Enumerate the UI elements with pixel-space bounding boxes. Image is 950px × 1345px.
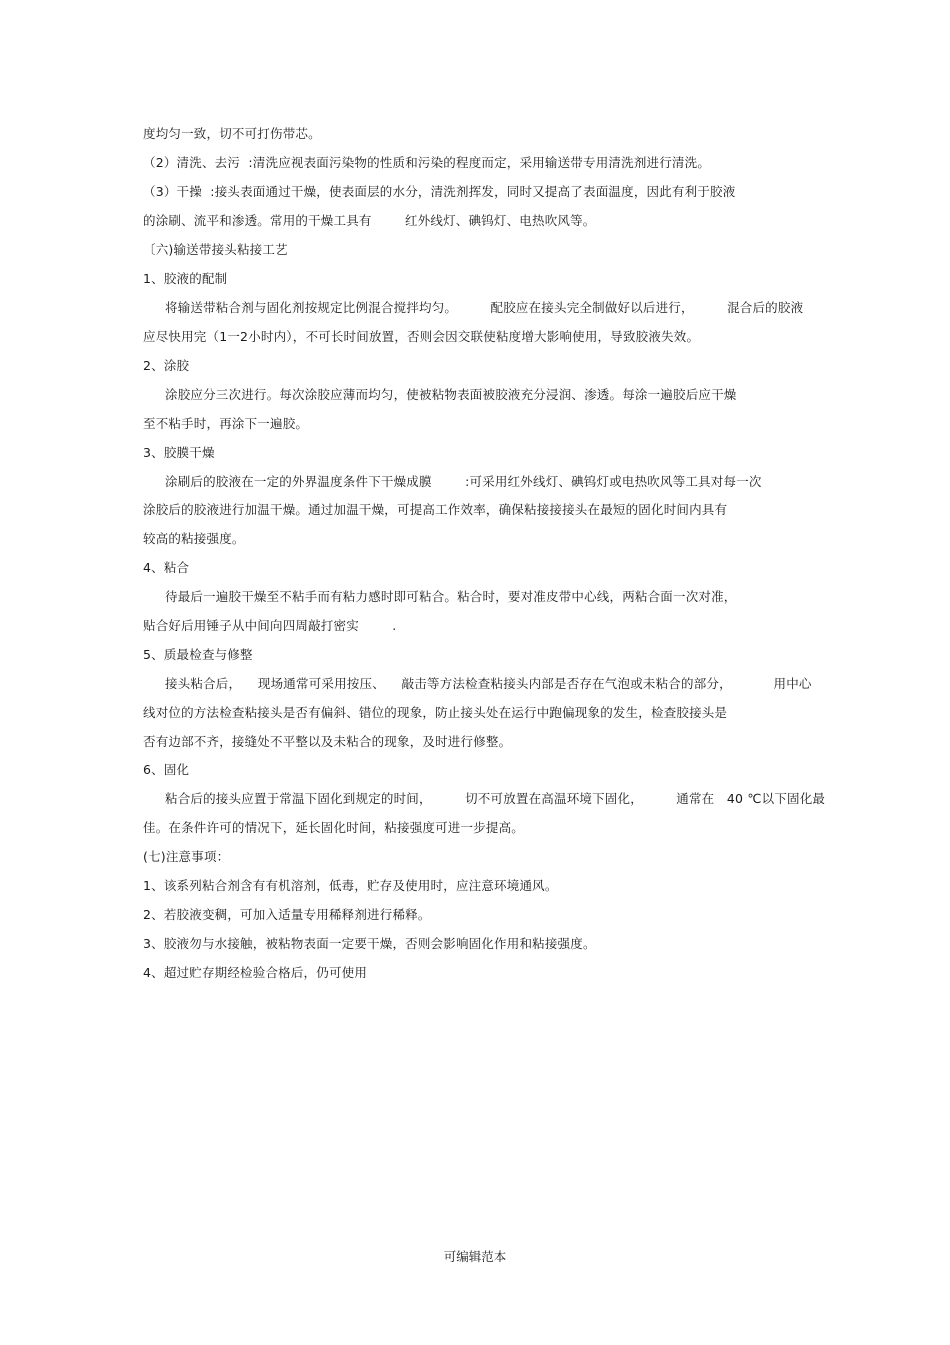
text-line-10: 涂胶应分三次进行。每次涂胶应薄而均匀，使被粘物表面被胶液充分浸润、渗透。每涂一遍胶后应干燥 (165, 387, 737, 402)
text-line-13: 涂刷后的胶液在一定的外界温度条件下干燥成膜 :可采用红外线灯、碘钨灯或电热吹风等工具对每一次 (165, 474, 762, 489)
text-line-8: 应尽快用完（1一2小时内），不可长时间放置，否则会因交联使粘度增大影响使用，导致胶液失效。 (143, 329, 700, 344)
notice-item-1: 1、该系列粘合剂含有有机溶剂，低毒，贮存及使用时，应注意环境通风。 (143, 878, 558, 893)
text-line-24: 粘合后的接头应置于常温下固化到规定的时间， 切不可放置在高温环境下固化， 通常在 40 ℃以下固化最 (165, 791, 826, 806)
section-heading-6: 〔六)输送带接头粘接工艺 (143, 242, 288, 257)
text-line-4: 的涂刷、流平和渗透。常用的干燥工具有 红外线灯、碘钨灯、电热吹风等。 (143, 213, 596, 228)
subsection-heading-2: 2、涂胶 (143, 358, 190, 373)
text-line-20: 接头粘合后， 现场通常可采用按压、 敲击等方法检查粘接头内部是否存在气泡或未粘合的部分， 用中心 (165, 676, 812, 691)
notice-item-4: 4、超过贮存期经检验合格后，仍可使用 (143, 965, 368, 980)
subsection-heading-6: 6、固化 (143, 762, 190, 777)
subsection-heading-4: 4、粘合 (143, 560, 190, 575)
text-line-7: 将输送带粘合剂与固化剂按规定比例混合搅拌均匀。 配胶应在接头完全制做好以后进行， 混合后的胶液 (165, 300, 804, 315)
subsection-heading-1: 1、胶液的配制 (143, 271, 228, 286)
text-line-17: 待最后一遍胶干燥至不粘手而有粘力感时即可粘合。粘合时，要对准皮带中心线，两粘合面一次对准， (165, 589, 737, 604)
page-footer: 可编辑范本 (443, 1249, 507, 1264)
notice-item-3: 3、胶液勿与水接触，被粘物表面一定要干燥，否则会影响固化作用和粘接强度。 (143, 936, 596, 951)
section-heading-7: (七)注意事项： (143, 849, 230, 864)
text-line-11: 至不粘手时，再涂下一遍胶。 (143, 416, 309, 431)
text-line-15: 较高的粘接强度。 (143, 531, 245, 546)
subsection-heading-3: 3、胶膜干燥 (143, 445, 215, 460)
subsection-heading-5: 5、质最检查与修整 (143, 647, 253, 662)
notice-item-2: 2、若胶液变稠，可加入适量专用稀释剂进行稀释。 (143, 907, 431, 922)
text-line-14: 涂胶后的胶液进行加温干燥。通过加温干燥，可提高工作效率，确保粘接接接头在最短的固化时间内具有 (143, 502, 728, 517)
text-line-2: （2）清洗、去污 :清洗应视表面污染物的性质和污染的程度而定，采用输送带专用清洗剂进行清洗。 (143, 155, 711, 170)
text-line-18: 贴合好后用锤子从中间向四周敲打密实 . (143, 618, 397, 633)
text-line-21: 线对位的方法检查粘接头是否有偏斜、错位的现象，防止接头处在运行中跑偏现象的发生，检查胶接头是 (143, 705, 728, 720)
text-line-3: （3）干操 :接头表面通过干燥，使表面层的水分，清洗剂挥发，同时又提高了表面温度，因此有利于胶液 (143, 184, 736, 199)
text-line-1: 度均匀一致，切不可打伤带芯。 (143, 126, 321, 141)
text-line-22: 否有边部不齐，接缝处不平整以及未粘合的现象，及时进行修整。 (143, 734, 512, 749)
text-line-25: 佳。在条件许可的情况下，延长固化时间，粘接强度可进一步提高。 (143, 820, 525, 835)
